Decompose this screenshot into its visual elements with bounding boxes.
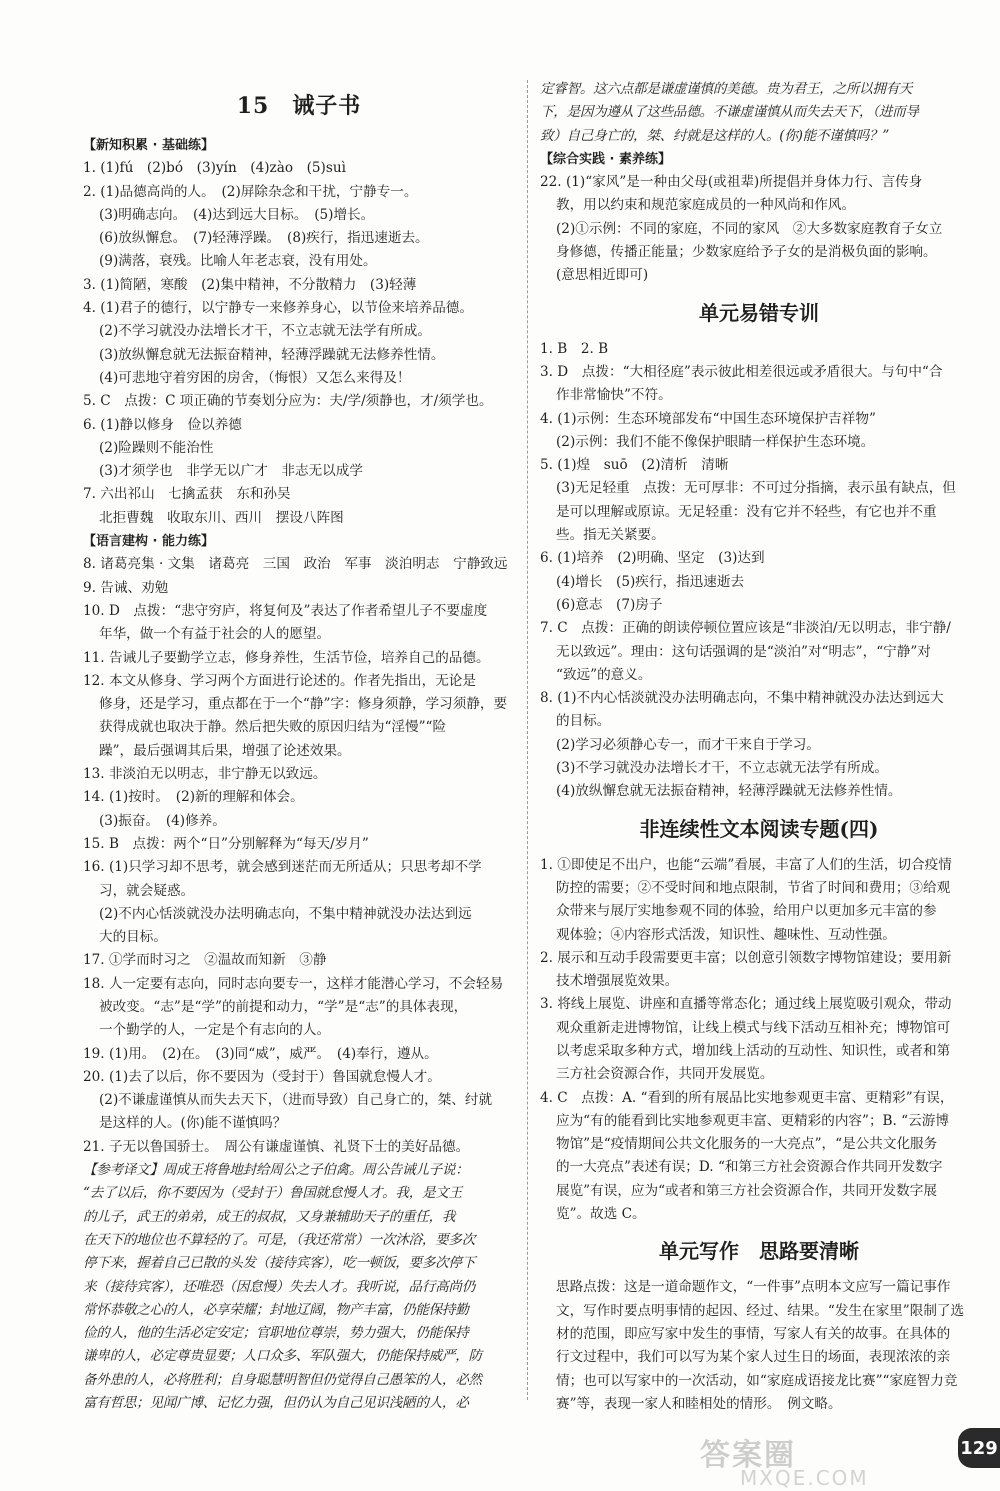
answer-line: 19. (1)用。 (2)在。 (3)同“威”，威严。 (4)奉行，遵从。 xyxy=(83,1045,438,1062)
writing-line: 材的范围，即应写家中发生的事情，写家人有关的故事。在具体的 xyxy=(556,1325,951,1342)
answer-line: 1. ①即使足不出户，也能“云端”看展，丰富了人们的生活，切合疫情 xyxy=(540,856,952,873)
answer-line: 3. (1)简陋，寒酸 (2)集中精神，不分散精力 (3)轻薄 xyxy=(83,276,417,293)
answers-practice xyxy=(540,171,978,287)
unit-error-title: 单元易错专训 xyxy=(699,300,819,325)
answer-line: 12. 本文从修身、学习两个方面进行论述的。作者先指出，无论是 xyxy=(83,672,476,689)
answer-line: 作非常愉快”不符。 xyxy=(556,387,672,404)
translation-line: 俭的人，他的生活必定安定；官职地位尊崇，势力强大，仍能保持 xyxy=(83,1325,469,1342)
answer-line: 18. 人一定要有志向，同时志向要专一，这样才能潜心学习，不会轻易 xyxy=(83,975,504,992)
answer-line: “致远”的意义。 xyxy=(556,666,652,683)
answer-line: 防控的需要；②不受时间和地点限制，节省了时间和费用；③给观 xyxy=(556,879,951,896)
answer-line: 获得成就也取决于静。然后把失败的原因归结为“淫慢”“险 xyxy=(99,719,447,736)
writing-title: 单元写作 思路要清晰 xyxy=(659,1239,859,1264)
answer-line: 习，就会疑惑。 xyxy=(99,882,195,899)
answer-line: (3)放纵懈怠就无法振奋精神，轻薄浮躁就无法修养性情。 xyxy=(99,346,445,363)
answer-line: (9)满落，衰残。比喻人年老志衰，没有用处。 xyxy=(99,253,377,270)
answer-line: 7. 六出祁山 七擒孟获 东和孙吴 xyxy=(83,486,291,503)
answer-line: 15. B 点拨：两个“日”分别解释为“每天/岁月” xyxy=(83,835,369,852)
translation-line: 常怀恭敬之心的人，必享荣耀；封地辽阔，物产丰富，仍能保持勤 xyxy=(83,1301,469,1318)
answer-line: 年华，做一个有益于社会的人的愿望。 xyxy=(99,626,331,643)
answer-line: (2)险躁则不能治性 xyxy=(99,439,214,456)
right-column xyxy=(540,78,978,1416)
answers-ability xyxy=(83,553,515,1159)
answer-line: 4. (1)君子的德行，以宁静专一来修养身心，以节俭来培养品德。 xyxy=(83,300,473,317)
answer-line: (4)放纵懈怠就无法振奋精神，轻薄浮躁就无法修养性情。 xyxy=(556,783,902,800)
answer-line: 7. C 点拨：正确的朗读停顿位置应该是“非淡泊/无以明志，非宁静/ xyxy=(540,620,951,637)
answer-line: 览”。故选 C。 xyxy=(556,1206,646,1223)
translation-line: 谦卑的人，必定尊贵显要；人口众多、军队强大，仍能保持威严，防 xyxy=(83,1348,482,1365)
translation-line: “去了以后，你不要因为（受封于）鲁国就怠慢人才。我，是文王 xyxy=(83,1185,462,1202)
translation-line: 下，是因为遵从了这些品德。不谦虚谨慎从而失去天下，（进而导 xyxy=(540,104,919,121)
answer-line: 大的目标。 xyxy=(99,929,167,946)
answer-line: 4. (1)示例：生态环境部发布“中国生态环境保护吉祥物” xyxy=(540,410,876,427)
writing-line: 赛”等，表现一家人和睦相处的情形。 例文略。 xyxy=(556,1395,842,1412)
section-tag-practice: 【综合实践 · 素养练】 xyxy=(540,151,671,167)
answers-reading xyxy=(540,854,978,1227)
answer-line: 3. D 点拨：“大相径庭”表示彼此相差很远或矛盾很大。与句中“合 xyxy=(540,363,943,380)
answer-line: 6. (1)培养 (2)明确、坚定 (3)达到 xyxy=(540,550,765,567)
answers-unit-error xyxy=(540,338,978,804)
answer-line: 应为“有的能看到比实地参观更丰富、更精彩的内容”；B. “云游博 xyxy=(556,1112,949,1129)
answer-line: 技术增强展览效果。 xyxy=(556,973,679,990)
answer-line: 观体验；④内容形式活泼，知识性、趣味性、互动性强。 xyxy=(556,926,896,943)
answer-line: 9. 告诫、劝勉 xyxy=(83,579,169,596)
answer-line: 8. 诸葛亮集 · 文集 诸葛亮 三国 政治 军事 淡泊明志 宁静致远 xyxy=(83,556,508,573)
answer-line: 1. (1)fú (2)bó (3)yín (4)zào (5)suì xyxy=(83,160,346,177)
answer-line: 17. ①学而时习之 ②温故而知新 ③静 xyxy=(83,952,327,969)
reference-translation-continued xyxy=(540,78,978,148)
answer-line: 16. (1)只学习却不思考，就会感到迷茫而无所适从；只思考却不学 xyxy=(83,859,482,876)
lesson-title: 15 诫子书 xyxy=(236,93,362,119)
answer-line: 修身，还是学习，重点都在于一个“静”字：修身须静，学习须静，要 xyxy=(99,696,508,713)
answer-line: 些。指无关紧要。 xyxy=(556,527,665,544)
answer-line: 6. (1)静以修身 俭以养德 xyxy=(83,416,242,433)
answer-line: 物馆”是“疫情期间公共文化服务的一大亮点”，“是公共文化服务 xyxy=(556,1136,938,1153)
answer-line: 展览”有误，应为“或者和第三方社会资源合作，共同开发数字展 xyxy=(556,1182,937,1199)
answer-line: 5. (1)煌 suō (2)清析 清晰 xyxy=(540,457,729,474)
section-tag-ability: 【语言建构 · 能力练】 xyxy=(83,534,214,550)
watermark-logo xyxy=(700,1430,960,1490)
answer-line: 10. D 点拨：“悲守穷庐，将复何及”表达了作者希望儿子不要虚度 xyxy=(83,602,488,619)
answer-line: 22. (1)“家风”是一种由父母(或祖辈)所提倡并身体力行、言传身 xyxy=(540,174,923,191)
answer-line: (4)可悲地守着穷困的房舍，（悔恨）又怎么来得及！ xyxy=(99,369,411,386)
answer-line: 的一大亮点”表述有误；D. “和第三方社会资源合作共同开发数字 xyxy=(556,1159,943,1176)
answer-line: 8. (1)不内心恬淡就没办法明确志向，不集中精神就没办法达到远大 xyxy=(540,690,944,707)
answers-basic xyxy=(83,157,515,530)
translation-line: 在天下的地位也不算轻的了。可是，（我还常常）一次沐浴，要多次 xyxy=(83,1231,476,1248)
answer-line: 教，用以约束和规范家庭成员的一种风尚和作风。 xyxy=(556,197,856,214)
page-number: 129 xyxy=(958,1428,1000,1468)
section-tag-basic: 【新知积累 · 基础练】 xyxy=(83,138,214,153)
answer-line: (意思相近即可) xyxy=(556,267,649,284)
answer-line: (6)放纵懈怠。 (7)轻薄浮躁。 (8)疾行，指迅速逝去。 xyxy=(99,230,429,247)
answer-line: (2)不谦虚谨慎从而失去天下，（进而导致）自己身亡的，桀、纣就 xyxy=(99,1092,493,1109)
answer-line: 北拒曹魏 收取东川、西川 摆设八阵图 xyxy=(99,509,344,526)
translation-line: 【参考译文】周成王将鲁地封给周公之子伯禽。周公告诫儿子说： xyxy=(83,1162,469,1179)
answer-line: 2. 展示和互动手段需要更丰富；以创意引领数字博物馆建设；要用新 xyxy=(540,949,952,966)
translation-line: 的儿子，武王的弟弟，成王的叔叔，又身兼辅助天子的重任，我 xyxy=(83,1208,456,1225)
answer-line: (3)无足轻重 点拨：无可厚非：不可过分指摘，表示虽有缺点，但 xyxy=(556,480,956,497)
answer-line: 14. (1)按时。 (2)新的理解和体会。 xyxy=(83,789,304,806)
translation-line: 定睿智。这六点都是谦虚谨慎的美德。贵为君王，之所以拥有天 xyxy=(540,81,913,97)
answer-line: (2)示例：我们不能不像保护眼睛一样保护生态环境。 xyxy=(556,433,875,450)
answer-line: 身修德，传播正能量；少数家庭给予子女的是消极负面的影响。 xyxy=(556,244,937,261)
answer-line: 众带来与展厅实地参观不同的体验，给用户以更加多元丰富的参 xyxy=(556,903,937,920)
answer-line: 观众重新走进博物馆，让线上模式与线下活动互相补充；博物馆可 xyxy=(556,1019,951,1036)
writing-line: 行文过程中，我们可以写为某个家人过生日的场面，表现浓浓的亲 xyxy=(556,1349,951,1366)
answer-line: 1. B 2. B xyxy=(540,340,609,357)
writing-line: 情；也可以写家中的一次活动，如“家庭成语接龙比赛”“家庭智力竞 xyxy=(556,1372,958,1389)
left-column xyxy=(83,78,515,1415)
answer-line: (3)振奋。 (4)修养。 xyxy=(99,812,226,829)
answer-line: 4. C 点拨：A. “看到的所有展品比实地参观更丰富、更精彩”有误， xyxy=(540,1089,954,1106)
answer-line: 是这样的人。(你)能不谨慎吗？ xyxy=(99,1115,287,1132)
answer-line: 一个勤学的人，一定是个有志向的人。 xyxy=(99,1022,331,1039)
answer-line: (3)明确志向。 (4)达到远大目标。 (5)增长。 xyxy=(99,206,375,223)
column-divider xyxy=(527,80,528,1400)
answer-line: (3)不学习就没办法增长才干，不立志就无法学有所成。 xyxy=(556,760,888,777)
reference-translation xyxy=(83,1159,515,1415)
answer-line: (2)①示例：不同的家庭，不同的家风 ②大多数家庭教育子女立 xyxy=(556,220,943,237)
writing-guidance xyxy=(540,1276,978,1416)
answer-line: 无以致远”。理由：这句话强调的是“淡泊”对“明志”，“宁静”对 xyxy=(556,643,931,660)
answer-line: (2)不内心恬淡就没办法明确志向，不集中精神就没办法达到远 xyxy=(99,905,472,922)
answer-line: (4)增长 (5)疾行，指迅速逝去 xyxy=(556,573,745,590)
reading-topic-title: 非连续性文本阅读专题(四) xyxy=(639,816,879,841)
answer-line: 21. 子无以鲁国骄士。 周公有谦虚谨慎、礼贤下士的美好品德。 xyxy=(83,1138,470,1155)
answer-line: 以考虑采取多种方式，增加线上活动的互动性、知识性，或者和第 xyxy=(556,1042,951,1059)
answer-line: (2)不学习就没办法增长才干，不立志就无法学有所成。 xyxy=(99,323,431,340)
answer-line: (6)意志 (7)房子 xyxy=(556,596,663,613)
answer-line: 5. C 点拨：C 项正确的节奏划分应为：夫/学/须静也，才/须学也。 xyxy=(83,393,493,410)
answer-line: 三方社会资源合作，共同开发展览。 xyxy=(556,1066,774,1083)
answer-line: 2. (1)品德高尚的人。 (2)屏除杂念和干扰，宁静专一。 xyxy=(83,183,418,200)
watermark-url: MXQE.COM xyxy=(740,1466,869,1490)
answer-line: 3. 将线上展览、讲座和直播等常态化；通过线上展览吸引观众，带动 xyxy=(540,996,952,1013)
writing-line: 思路点拨：这是一道命题作文，“一件事”点明本文应写一篇记事作 xyxy=(556,1279,951,1296)
writing-line: 文，写作时要点明事情的起因、经过、结果。“发生在家里”限制了选 xyxy=(556,1302,965,1319)
translation-line: 来（接待宾客），还唯恐（因怠慢）失去人才。我听说，品行高尚仍 xyxy=(83,1278,476,1295)
answer-line: 是可以理解或原谅。无足轻重：没有它并不轻些，有它也并不重 xyxy=(556,503,937,520)
answer-line: 20. (1)去了以后，你不要因为（受封于）鲁国就怠慢人才。 xyxy=(83,1068,441,1085)
watermark-text: 答案圈 xyxy=(700,1438,796,1473)
answer-line: (2)学习必须静心专一，而才干来自于学习。 xyxy=(556,736,820,753)
answer-line: 13. 非淡泊无以明志，非宁静无以致远。 xyxy=(83,766,327,783)
answer-line: (3)才须学也 非学无以广才 非志无以成学 xyxy=(99,463,363,480)
translation-line: 富有哲思；见闻广博、记忆力强，但仍认为自己见识浅陋的人，必 xyxy=(83,1395,469,1412)
answer-line: 11. 告诫儿子要勤学立志，修身养性，生活节俭，培养自己的品德。 xyxy=(83,649,490,666)
answer-line: 的目标。 xyxy=(556,713,611,730)
answer-line: 被改变。“志”是“学”的前提和动力，“学”是“志”的具体表现， xyxy=(99,998,468,1015)
translation-line: 停下来，握着自己已散的头发（接待宾客），吃一顿饭，要多次停下 xyxy=(83,1255,476,1272)
translation-line: 备外患的人，必将胜利；自身聪慧明智但仍觉得自己愚笨的人，必然 xyxy=(83,1371,482,1388)
translation-line: 致）自己身亡的，桀、纣就是这样的人。(你)能不谨慎吗？” xyxy=(540,127,889,144)
answer-line: 躁”，最后强调其后果，增强了论述效果。 xyxy=(99,742,351,759)
